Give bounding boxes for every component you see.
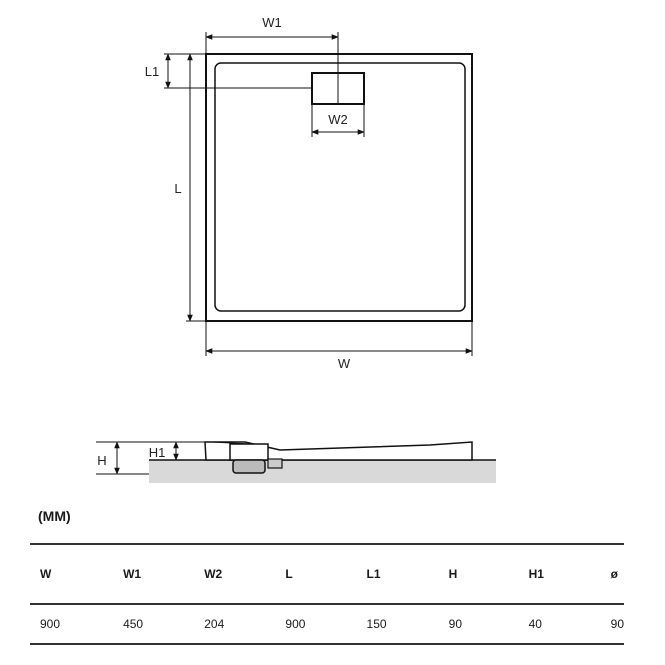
w-label: W	[337, 356, 351, 371]
h-label: H	[97, 453, 107, 468]
dimension-l	[174, 54, 206, 321]
l1-label: L1	[144, 64, 160, 79]
w2-label: W2	[328, 112, 348, 127]
table-header-row	[30, 544, 624, 604]
tray-side-view	[149, 442, 496, 483]
floor-surface	[149, 460, 496, 483]
column-header: ø	[601, 544, 624, 604]
h1-label: H1	[148, 445, 166, 460]
l-label: L	[174, 181, 182, 196]
table-cell: 90	[439, 604, 519, 644]
table-cell: 150	[357, 604, 439, 644]
table-cell: 40	[519, 604, 601, 644]
column-header: W1	[113, 544, 194, 604]
table-row	[30, 604, 624, 644]
dimension-w	[206, 321, 472, 371]
table-cell: 204	[194, 604, 275, 644]
table-cell: 900	[275, 604, 356, 644]
column-header: W	[30, 544, 113, 604]
w1-label: W1	[262, 15, 282, 30]
column-header: L1	[357, 544, 439, 604]
dimensions-table	[30, 543, 624, 645]
column-header: H	[439, 544, 519, 604]
column-header: L	[275, 544, 356, 604]
tray-top-view	[206, 54, 472, 321]
table-cell: 900	[30, 604, 113, 644]
table-cell: 450	[113, 604, 194, 644]
column-header: W2	[194, 544, 275, 604]
column-header: H1	[519, 544, 601, 604]
unit-label: (MM)	[38, 508, 71, 524]
dimension-h1	[149, 442, 206, 460]
table-cell: 90	[601, 604, 624, 644]
